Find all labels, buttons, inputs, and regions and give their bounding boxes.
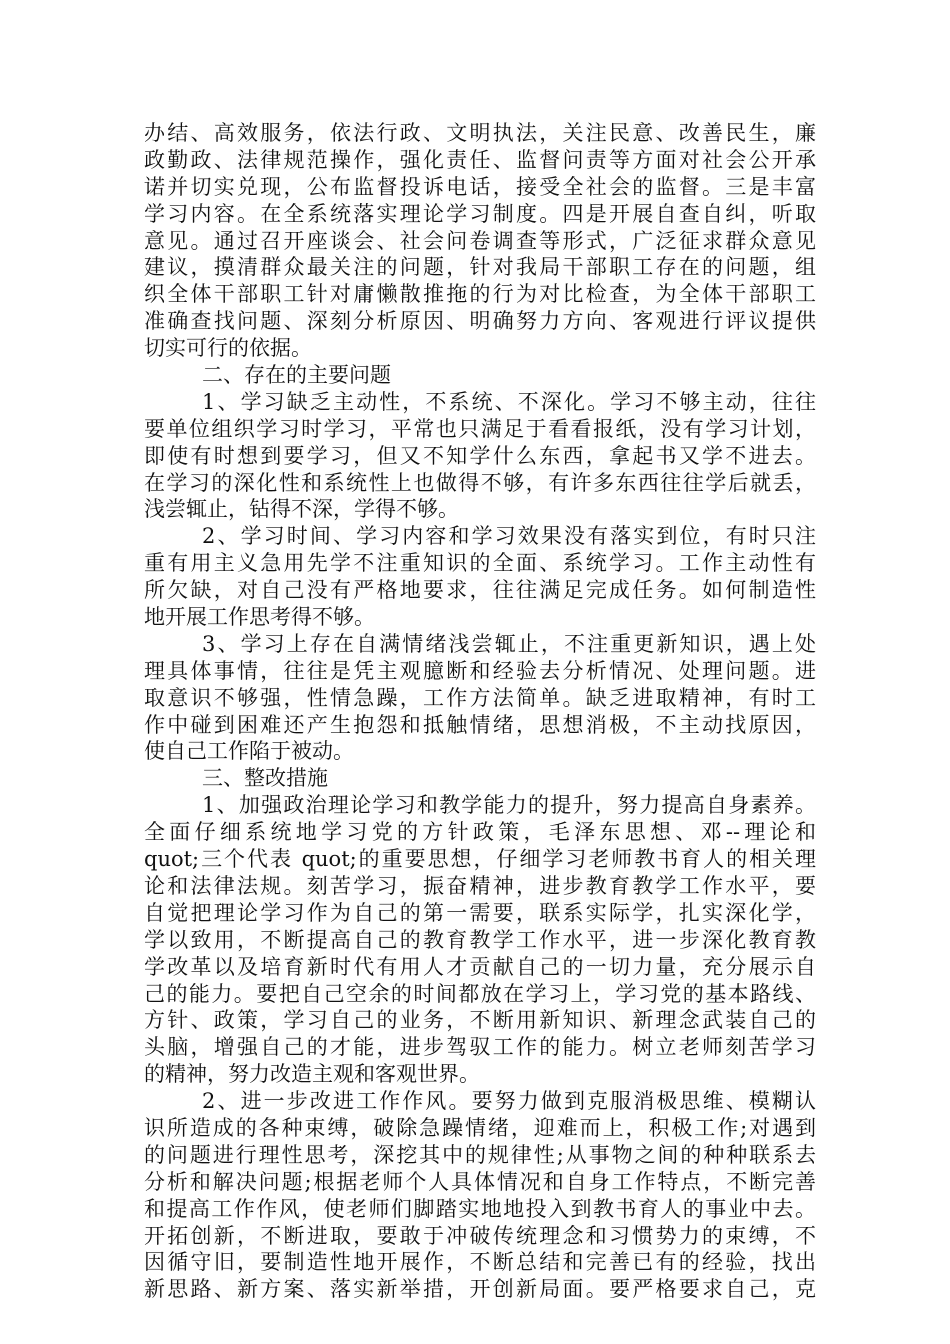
text-line: 作中碰到困难还产生抱怨和抵触情绪，思想消极，不主动找原因， — [144, 712, 816, 737]
text-line: 学以致用，不断提高自己的教育教学工作水平，进一步深化教育教 — [144, 927, 816, 952]
text-line: 分析和解决问题;根据老师个人具体情况和自身工作特点，不断完善 — [144, 1169, 816, 1194]
text-line: 在学习的深化性和系统性上也做得不够，有许多东西往往学后就丢， — [144, 470, 816, 495]
text-line: 取意识不够强，性情急躁，工作方法简单。缺乏进取精神，有时工 — [144, 685, 816, 710]
paragraph-first-line: 1、加强政治理论学习和教学能力的提升，努力提高自身素养。 — [202, 793, 816, 818]
text-line: 浅尝辄止，钻得不深，学得不够。 — [144, 497, 459, 522]
text-line: 和提高工作作风，使老师们脚踏实地地投入到教书育人的事业中去。 — [144, 1196, 816, 1221]
text-line: 学习内容。在全系统落实理论学习制度。四是开展自查自纠，听取 — [144, 201, 816, 226]
text-line: 切实可行的依据。 — [144, 336, 312, 361]
text-line: 所欠缺，对自己没有严格地要求，往往满足完成任务。如何制造性 — [144, 578, 816, 603]
text-line: 识所造成的各种束缚，破除急躁情绪，迎难而上，积极工作;对遇到 — [144, 1115, 816, 1140]
text-line: 地开展工作思考得不够。 — [144, 605, 375, 630]
text-line: 织全体干部职工针对庸懒散推拖的行为对比检查，为全体干部职工 — [144, 282, 816, 307]
text-line: 办结、高效服务，依法行政、文明执法，关注民意、改善民生，廉 — [144, 121, 816, 145]
paragraph-first-line: 2、进一步改进工作作风。要努力做到克服消极思维、模糊认 — [202, 1089, 816, 1114]
text-line: 论和法律法规。刻苦学习，振奋精神，进步教育教学工作水平，要 — [144, 873, 816, 898]
text-line: 准确查找问题、深刻分析原因、明确努力方向、客观进行评议提供 — [144, 309, 816, 334]
paragraph-first-line: 1、学习缺乏主动性，不系统、不深化。学习不够主动，往往 — [202, 389, 816, 414]
text-line: 全面仔细系统地学习党的方针政策，毛泽东思想、邓--理论和 — [144, 820, 816, 845]
text-line: 头脑，增强自己的才能，进步驾驭工作的能力。树立老师刻苦学习 — [144, 1035, 816, 1060]
text-line: 的问题进行理性思考，深挖其中的规律性;从事物之间的种种联系去 — [144, 1142, 816, 1167]
document-page — [144, 120, 816, 1303]
text-line: 开拓创新，不断进取，要敢于冲破传统理念和习惯势力的束缚，不 — [144, 1223, 816, 1248]
paragraph-first-line: 3、学习上存在自满情绪浅尝辄止，不注重更新知识，遇上处 — [202, 631, 816, 656]
paragraph-first-line: 2、学习时间、学习内容和学习效果没有落实到位，有时只注 — [202, 524, 816, 549]
text-line: 诺并切实兑现，公布监督投诉电话，接受全社会的监督。三是丰富 — [144, 174, 816, 199]
text-line: 重有用主义急用先学不注重知识的全面、系统学习。工作主动性有 — [144, 551, 816, 576]
text-line: quot;三个代表 quot;的重要思想，仔细学习老师教书育人的相关理 — [144, 847, 816, 872]
text-line: 己的能力。要把自己空余的时间都放在学习上，学习党的基本路线、 — [144, 981, 816, 1006]
text-line: 的精神，努力改造主观和客观世界。 — [144, 1062, 480, 1087]
text-line: 要单位组织学习时学习，平常也只满足于看看报纸，没有学习计划， — [144, 416, 816, 441]
text-line: 方针、政策，学习自己的业务，不断用新知识、新理念武装自己的 — [144, 1008, 816, 1033]
text-line: 因循守旧，要制造性地开展作，不断总结和完善已有的经验，找出 — [144, 1250, 816, 1275]
text-line: 政勤政、法律规范操作，强化责任、监督问责等方面对社会公开承 — [144, 147, 816, 172]
text-line: 自觉把理论学习作为自己的第一需要，联系实际学，扎实深化学， — [144, 900, 816, 925]
text-line: 建议，摸清群众最关注的问题，针对我局干部职工存在的问题，组 — [144, 255, 816, 280]
paragraph-first-line: 二、存在的主要问题 — [202, 363, 391, 388]
text-line: 理具体事情，往往是凭主观臆断和经验去分析情况、处理问题。进 — [144, 658, 816, 683]
paragraph-first-line: 三、整改措施 — [202, 766, 328, 791]
text-line: 使自己工作陷于被动。 — [144, 739, 354, 764]
text-line: 即使有时想到要学习，但又不知学什么东西，拿起书又学不进去。 — [144, 443, 816, 468]
text-line: 学改革以及培育新时代有用人才贡献自己的一切力量，充分展示自 — [144, 954, 816, 979]
text-line: 意见。通过召开座谈会、社会问卷调查等形式，广泛征求群众意见 — [144, 228, 816, 253]
text-line: 新思路、新方案、落实新举措，开创新局面。要严格要求自己，克 — [144, 1277, 816, 1302]
